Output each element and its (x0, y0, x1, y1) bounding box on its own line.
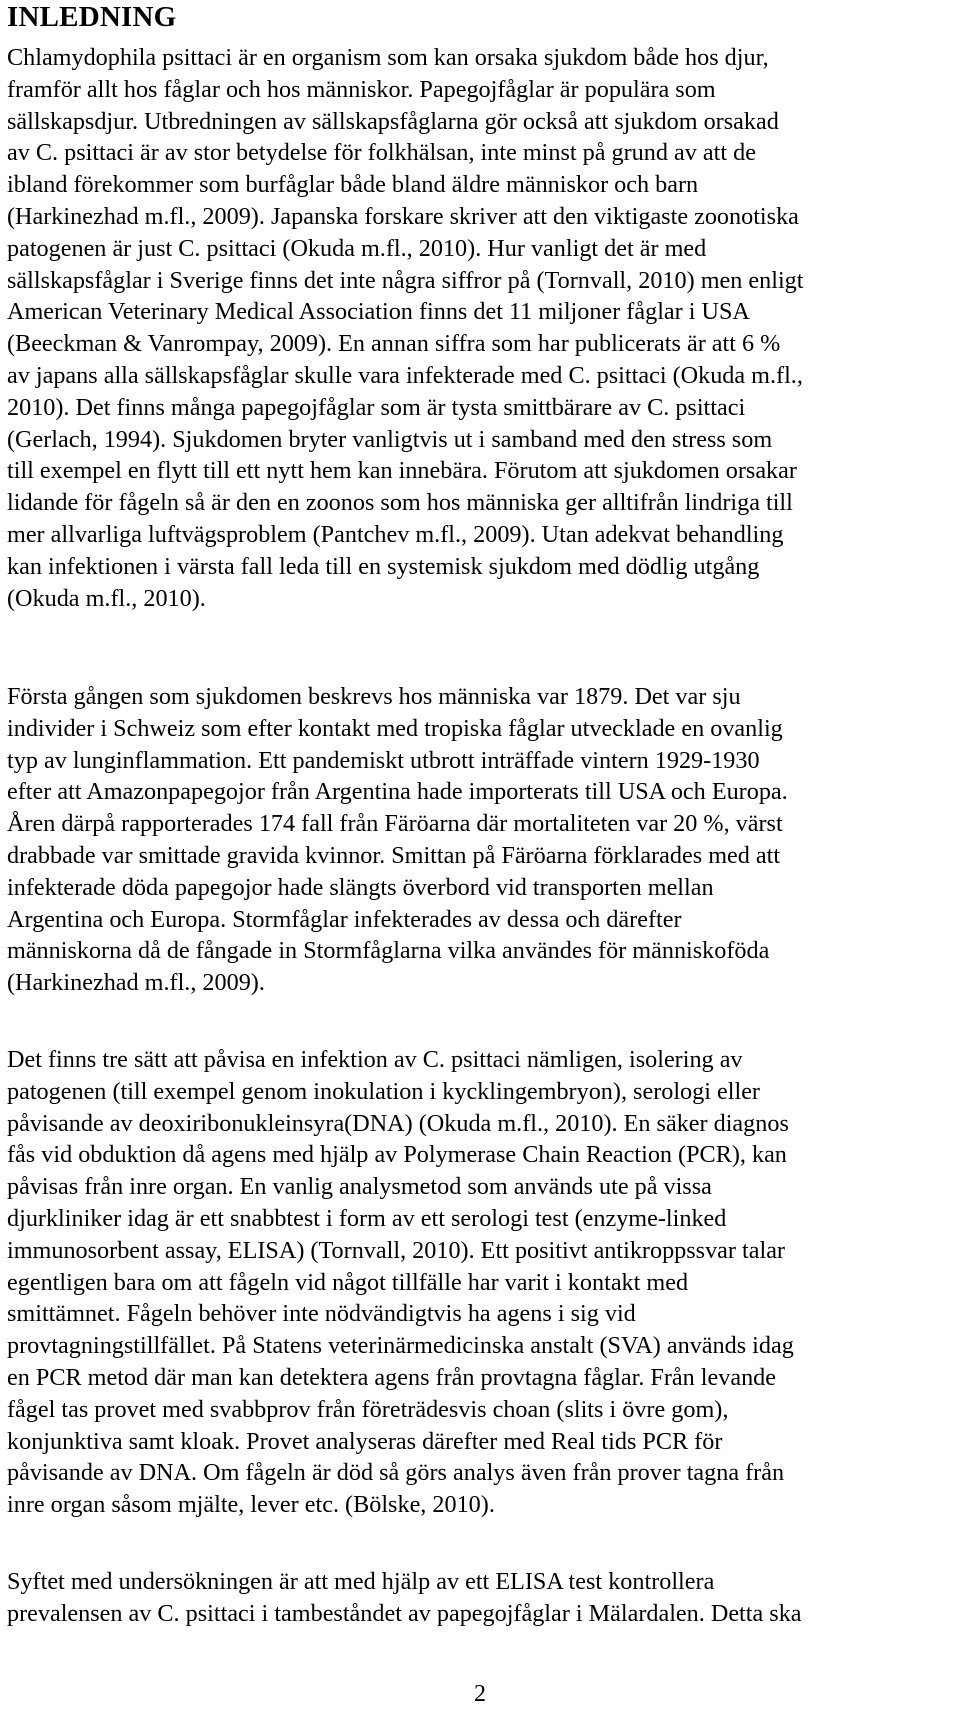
paragraph-diagnosis: Det finns tre sätt att påvisa en infektion av C. psittaci nämligen, isolering av patogenen (till exempel genom inokulation i kycklingembryon), serologi eller påvisande av deoxiribonukleinsyra(DNA) (Okuda m.fl., 2010). En säker diagnos fås vid obduktion då agens med hjälp av Polymerase Chain Reaction (PCR), kan påvisas från inre organ. En vanlig analysmetod som används ute på vissa djurkliniker idag är ett snabbtest i form av ett serologi test (enzyme-linked immunosorbent assay, ELISA) (Tornvall, 2010). Ett positivt antikroppssvar talar egentligen bara om att fågeln vid något tillfälle har varit i kontakt med smittämnet. Fågeln behöver inte nödvändigtvis ha agens i sig vid provtagningstillfället. På Statens veterinärmedicinska anstalt (SVA) används idag en PCR metod där man kan detektera agens från provtagna fåglar. Från levande fågel tas provet med svabbprov från företrädesvis choan (slits i övre gom), konjunktiva samt kloak. Provet analyseras därefter med Real tids PCR för påvisande av DNA. Om fågeln är död så görs analys även från prover tagna från inre organ såsom mjälte, lever etc. (Bölske, 2010). (7, 1046, 794, 1519)
section-heading: INLEDNING (7, 1, 177, 33)
document-page (7, 0, 953, 1707)
paragraph-history: Första gången som sjukdomen beskrevs hos människa var 1879. Det var sju individer i Schweiz som efter kontakt med tropiska fåglar utvecklade en ovanlig typ av lunginflammation. Ett pandemiskt utbrott inträffade vintern 1929-1930 efter att Amazonpapegojor från Argentina hade importerats till USA och Europa. Åren därpå rapporterades 174 fall från Färöarna där mortaliteten var 20 %, värst drabbade var smittade gravida kvinnor. Smittan på Färöarna förklarades med att infekterade döda papegojor hade slängts överbord vid transporten mellan Argentina och Europa. Stormfåglar infekterades av dessa och därefter människorna då de fångade in Stormfåglarna vilka användes för människoföda (Harkinezhad m.fl., 2009). (7, 683, 788, 997)
paragraph-introduction: Chlamydophila psittaci är en organism som kan orsaka sjukdom både hos djur, framför allt hos fåglar och hos människor. Papegojfåglar är populära som sällskapsdjur. Utbredningen av sällskapsfåglarna gör också att sjukdom orsakad av C. psittaci är av stor betydelse för folkhälsan, inte minst på grund av att de ibland förekommer som burfåglar både bland äldre människor och barn (Harkinezhad m.fl., 2009). Japanska forskare skriver att den viktigaste zoonotiska patogenen är just C. psittaci (Okuda m.fl., 2010). Hur vanligt det är med sällskapsfåglar i Sverige finns det inte några siffror på (Tornvall, 2010) men enligt American Veterinary Medical Association finns det 11 miljoner fåglar i USA (Beeckman & Vanrompay, 2009). En annan siffra som har publicerats är att 6 % av japans alla sällskapsfåglar skulle vara infekterade med C. psittaci (Okuda m.fl., 2010). Det finns många papegojfåglar som är tysta smittbärare av C. psittaci (Gerlach, 1994). Sjukdomen bryter vanligtvis ut i samband med den stress som till exempel en flytt till ett nytt hem kan innebära. Förutom att sjukdomen orsakar lidande för fågeln så är den en zoonos som hos människa ger alltifrån lindriga till mer allvarliga luftvägsproblem (Pantchev m.fl., 2009). Utan adekvat behandling kan infektionen i värsta fall leda till en systemisk sjukdom med dödlig utgång (Okuda m.fl., 2010). (7, 44, 804, 612)
page-number: 2 (474, 1681, 486, 1707)
paragraph-aim: Syftet med undersökningen är att med hjälp av ett ELISA test kontrollera prevalensen av C. psittaci i tambeståndet av papegojfåglar i Mälardalen. Detta ska (7, 1568, 802, 1627)
